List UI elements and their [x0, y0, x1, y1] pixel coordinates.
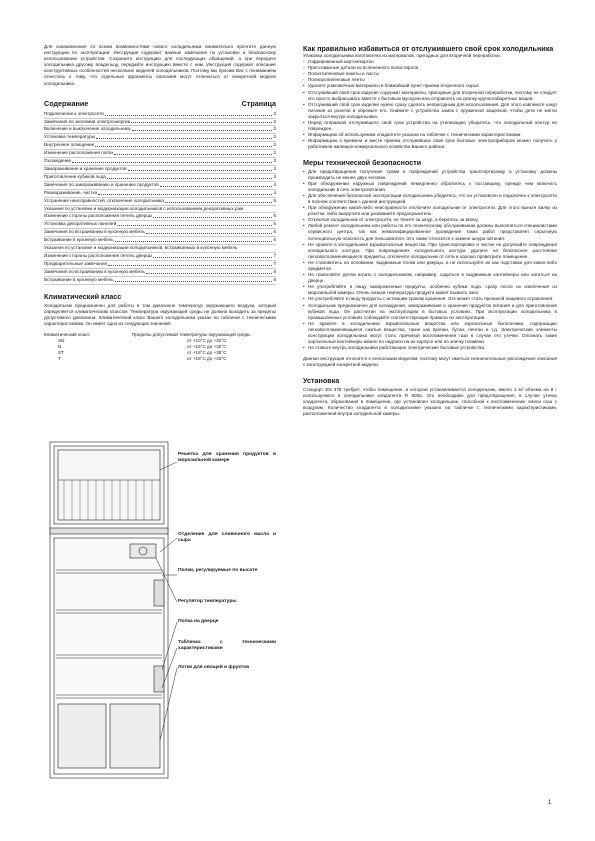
toc-leader-dots [72, 162, 272, 163]
toc-item-page: 8 [273, 276, 276, 282]
toc-item-label: Размораживание, чистка [44, 189, 98, 195]
toc-row [44, 111, 276, 119]
toc-item-label: Замечания по экономии электроэнергии [44, 118, 131, 124]
toc-item-page: 3 [273, 166, 276, 171]
toc-item-page: 2 [273, 118, 276, 124]
climate-row [44, 356, 276, 362]
toc-item-page: 2 [273, 126, 276, 132]
toc-row [44, 142, 276, 150]
toc-leader-dots [146, 233, 272, 234]
intro-text: Для ознакомления со всеми возможностями нового холодильника внимательно прочтите данную инструкцию по эксплуатации. Инструкция содержит важные замечания по установке и безопасному использованию устройства. Сохраните инструкцию для последующих обращений, а при передаче холодильника другому владельцу, передайте инструкцию вместе с ним. Инструкция содержит описание конструктивных особенностей нескольких моделей холодильников. Поэтому мы просим Вас с пониманием отнестись к тому, что отдельные фрагменты описания могут отличаться от конкретной модели холодильника. [44, 44, 276, 86]
toc-item-page: 6 [273, 229, 276, 235]
toc-header [44, 99, 276, 108]
disposal-material-item: - Гофрированный картон/картон [303, 59, 557, 65]
safety-bullet: • При обнаружении наружных повреждений немедленно обратитесь к поставщику, прежде чем включать холодильник в сеть электропитания. [303, 181, 557, 193]
toc-row [44, 245, 276, 253]
toc-row [44, 206, 276, 214]
toc-row [44, 269, 276, 277]
toc-item-page: 7 [273, 252, 276, 258]
safety-bullet: • Не употребляйте в пищу замороженные продукты, особенно кубики льда, сразу после их извлечения из морозильной камеры. Очень низкая температура продукта может вызвать ожог. [303, 284, 557, 296]
install-title: Установка [303, 375, 340, 385]
toc-item-label: Предварительные замечания [44, 260, 108, 266]
toc-leader-dots [160, 186, 273, 187]
toc-row [44, 158, 276, 166]
toc-item-label: Замечания по встраиванию в кухонную мебель [44, 229, 145, 235]
disposal-bullet: • Удалите упаковочные материалы в ближайший пункт приема вторичного сырья. [303, 83, 557, 89]
disposal-bullet: • Отслуживший свой срок изделие содержит материалы, пригодные для вторичной переработки, поэтому не следует его просто выбрасывать вместе с бытовым мусором или отправлять на свалку крупногабаритных вещей. [303, 90, 557, 102]
toc-item-label: Установка декоративных панелей [44, 221, 117, 227]
disposal-bullet: • Информацию об используемом хладагенте указана на табличке с техническими характеристиками. [303, 132, 557, 138]
toc-item-label: Изменение стороны расположения петель дверцы [44, 213, 153, 219]
toc-leader-dots [107, 178, 273, 179]
toc-row [44, 213, 276, 221]
toc-item-label: Изменение расположения полок [44, 150, 114, 156]
toc-item-label: Устранение неисправностей, отключение холодильника [44, 197, 164, 203]
toc-row [44, 277, 276, 285]
disposal-title: Как правильно избавиться от отслужившего свой срок холодильника [303, 44, 554, 53]
safety-bullet: • Отключая холодильник от электросети, не тяните за шнур, а беритесь за вилку. [303, 217, 557, 223]
toc-item-page: 2 [273, 150, 276, 156]
disposal-material-item: - Полипропиленовые ленты [303, 77, 557, 83]
toc-item-page: 2 [273, 142, 276, 148]
safety-bullet: • Для предотвращения получения травм и повреждений устройства транспортировку и установку должны производить не менее двух человек. [303, 169, 557, 181]
toc-item-label: Замораживание и хранение продуктов [44, 166, 127, 171]
toc-row [44, 174, 276, 182]
toc-row [44, 237, 276, 245]
toc-leader-dots [114, 154, 272, 155]
figure-label-rating-plate: Табличка с техническими характеристиками [178, 640, 276, 652]
toc-leader-dots [115, 241, 273, 242]
toc-row [44, 221, 276, 229]
toc-item-page: 6 [273, 221, 276, 227]
disposal-bullet: • Информацию о времени и месте приема отслуживших свой срок бытовых электроприборов можно получить у работников жилищно-коммунального хозяйства Вашего района. [303, 138, 557, 150]
toc-leader-dots [131, 122, 272, 123]
install-text: Стандарт EN 378 требует, чтобы помещение, в котором устанавливается холодильник, имело 1 м³ объема на 8 г используемого в холодильнике хладагента R 600a. Это необходимо для предотвращения, в случае утечки хладагента, образования в помещении, где установлен холодильник, способной к воспламенению смеси газа с воздухом. Количество хладагента в холодильнике указано на табличке с техническими характеристиками, расположенной внутри холодильной камеры. [303, 386, 557, 416]
left-column [44, 44, 276, 362]
safety-bullet-list [303, 169, 557, 352]
toc-item-label: Включение и выключение холодильника [44, 126, 131, 132]
safety-bullet: • Не позволяйте детям играть с холодильником, например, садиться в выдвижные контейнеры или кататься на дверце. [303, 272, 557, 284]
disposal-bullet: • Отслуживший свой срок изделие нужно сразу сделать непригодным для использования. Для этого извлеките шнур питания из розетки и обрежьте его. Снимите с устройства замок с пружинной защелкой, чтобы дети не могли закрыться внутри холодильника. [303, 102, 557, 120]
toc-title: Содержание [44, 98, 89, 108]
toc-row [44, 126, 276, 134]
toc-row [44, 134, 276, 142]
toc-item-label: Охлаждение [44, 158, 72, 164]
toc-row [44, 190, 276, 198]
climate-class: T [58, 356, 61, 362]
safety-bullet: • Не храните в холодильнике взрывоопасные вещества. При транспортировке и чистке не допускайте повреждения холодильного контура. При повреждениях холодильного контура удалите на безопасное расстояние легковоспламеняющиеся предметы, отключите холодильник от сети и хорошо проветрите помещение. [303, 242, 557, 260]
figure-label-adjustable-shelves: Полки, регулируемые по высоте [178, 568, 258, 573]
disposal-bullet: • Перед отправкой отслужившего свой срок устройства на утилизацию убедитесь, что холодильный контур не поврежден. [303, 120, 557, 132]
toc-item-page: 2 [273, 110, 276, 116]
climate-col-range: Пределы допустимой температуры окружающей среды [132, 331, 251, 337]
toc-item-label: Установка температуры [44, 134, 96, 140]
toc-item-label: Указания по установке и модернизации холодильников с использованием декоративных рам [44, 205, 244, 211]
safety-bullet: • При обнаружении какой-либо неисправности отключите холодильник от электросети. Для этого выньте вилку из розетки, либо выкрутите или разомкните предохранитель. [303, 205, 557, 217]
toc-leader-dots [153, 217, 272, 218]
toc-leader-dots [108, 265, 272, 266]
toc-leader-dots [95, 146, 272, 147]
climate-range: от +16°C до +32°C [187, 344, 227, 350]
climate-text: Холодильник предназначен для работы в том диапазоне температур окружающего воздуха, который определяется климатическим классом. Температура окружающей среды не должна выходить за пределы допустимого диапазона. Климатический класс Вашего холодильника указан на табличке с техническими характеристиками. Он имеет одно из следующих значений: [44, 302, 276, 326]
toc-item-label: Приготовление кубиков льда [44, 173, 106, 179]
toc-leader-dots [105, 115, 273, 116]
toc-page-label: Страница [241, 98, 276, 108]
toc-row [44, 198, 276, 206]
figure-label-freezer-grid: Решетка для хранения продуктов в морозильной камере [178, 452, 276, 464]
safety-bullet: • Не становитесь на основание, выдвижные полки или дверцы, и не используйте их как подставки для каких-либо предметов. [303, 260, 557, 272]
toc-item-label: Встраивание в кухонную мебель [44, 237, 114, 243]
toc-item-label: Указания по установке и модернизации холодильников, встраиваемых в кухонную мебель [44, 245, 238, 251]
safety-title: Меры технической безопасности [303, 157, 422, 167]
safety-note: Данная инструкция относится к нескольким моделям, поэтому могут иметься незначительные расхождения описания с конструкцией конкретной модели. [303, 356, 557, 368]
toc-leader-dots [146, 273, 272, 274]
toc-item-label: Замечания по встраиванию в кухонную мебель [44, 268, 145, 274]
safety-bullet: • Холодильник предназначен для охлаждения, замораживания и хранения продуктов питания и для приготовления кубиков льда. Он рассчитан на эксплуатацию в бытовых условиях. При эксплуатации холодильника в промышленных условиях соблюдайте соответствующие правила по эксплуатации. [303, 303, 557, 321]
toc-item-page: 4 [273, 189, 276, 195]
page-number: 1 [548, 800, 552, 806]
toc-row [44, 150, 276, 158]
toc-item-page: 5 [273, 213, 276, 219]
right-column [303, 44, 557, 417]
climate-range: от +18°C до +38°C [187, 350, 227, 356]
climate-col-class: Климатический класс [44, 331, 90, 337]
toc-leader-dots [128, 170, 273, 171]
safety-bullet: • Не ставьте внутрь холодильника работающие электрические бытовые устройства. [303, 345, 557, 351]
toc-item-page: 3 [273, 173, 276, 179]
climate-class: SN [58, 338, 65, 344]
safety-bullet: • Не храните в холодильнике взрывоопасные вещества или аэрозольные баллончики, содержащие легковоспламеняющиеся сжатые вещества, такие как пропан, бутан, пентан и т.д. Электрические элементы конструкции холодильника могут стать причиной воспламенения газа в случае его утечки. Опознать такие аэрозольные контейнеры можно по надписи на их корпусе или по значку пламени. [303, 321, 557, 345]
toc-leader-dots [115, 281, 273, 282]
toc-item-label: Встраивание в кухонную мебель [44, 276, 114, 282]
figure-label-thermostat: Регулятор температуры [178, 599, 237, 604]
toc-item-page: 4 [273, 181, 276, 187]
toc-leader-dots [165, 202, 273, 203]
climate-class: ST [58, 350, 64, 356]
climate-title: Климатический класс [44, 291, 122, 301]
toc-item-label: Внутреннее освещение [44, 142, 95, 148]
toc-item-label: Изменение стороны расположения петель дверцы [44, 252, 153, 258]
toc-item-page: 7 [273, 260, 276, 266]
toc-item-page: 3 [273, 158, 276, 164]
figure-label-butter-cheese: Отделение для сливочного масла и сыра [178, 532, 276, 544]
disposal-bullet-list [303, 83, 557, 150]
toc-item-page: 5 [273, 197, 276, 203]
figure-label-door-shelf: Полка на дверце [178, 619, 219, 624]
toc-row [44, 119, 276, 127]
toc-item-label: Замечания по замораживанию и хранению продуктов [44, 181, 159, 187]
safety-bullet: • Для обеспечения безопасной эксплуатации холодильника убедитесь, что он установлен и подключен к электросети в полном соответствии с данной инструкцией. [303, 193, 557, 205]
toc-leader-dots [96, 138, 272, 139]
fridge-illustration [44, 440, 294, 780]
toc-row [44, 253, 276, 261]
climate-table [44, 332, 276, 362]
toc-row [44, 229, 276, 237]
toc-leader-dots [132, 130, 273, 131]
toc-item-page: 8 [273, 268, 276, 274]
climate-range: от +10°C до +32°C [187, 338, 227, 344]
disposal-material-item: - Прессованные детали из вспененного полистирола [303, 65, 557, 71]
disposal-intro: Упаковка холодильника изготовлена из материалов, пригодных для вторичной переработки. [303, 53, 501, 58]
toc-item-page: 6 [273, 237, 276, 243]
figure-label-crispers: Лотки для овощей и фруктов [178, 665, 250, 670]
climate-class: N [58, 344, 62, 350]
safety-bullet: • Не употребляйте в пищу продукты с истекшим сроком хранения. Это может стать причиной пищевого отравления. [303, 296, 557, 302]
climate-range: от +18°C до +43°C [187, 356, 227, 362]
toc-item-page: 2 [273, 134, 276, 140]
toc-leader-dots [117, 225, 272, 226]
toc-leader-dots [98, 194, 272, 195]
disposal-material-list [303, 59, 557, 83]
fridge-figure [44, 440, 294, 780]
safety-bullet: • Любой ремонт холодильника или работы по его техническому обслуживанию должны выполняться специалистами сервисного центра, так как неквалифицированное проведение таких работ представляет серьезную потенциальную опасность для пользователя. Это также относится к замене шнура питания. [303, 223, 557, 241]
climate-rows [44, 338, 276, 362]
toc-row [44, 166, 276, 174]
toc-row [44, 182, 276, 190]
toc-item-label: Подключение к электросети [44, 110, 104, 116]
disposal-material-item: - Полиэтиленовые пакеты и листы [303, 71, 557, 77]
toc-list [44, 111, 276, 285]
toc-row [44, 261, 276, 269]
toc-leader-dots [153, 257, 272, 258]
